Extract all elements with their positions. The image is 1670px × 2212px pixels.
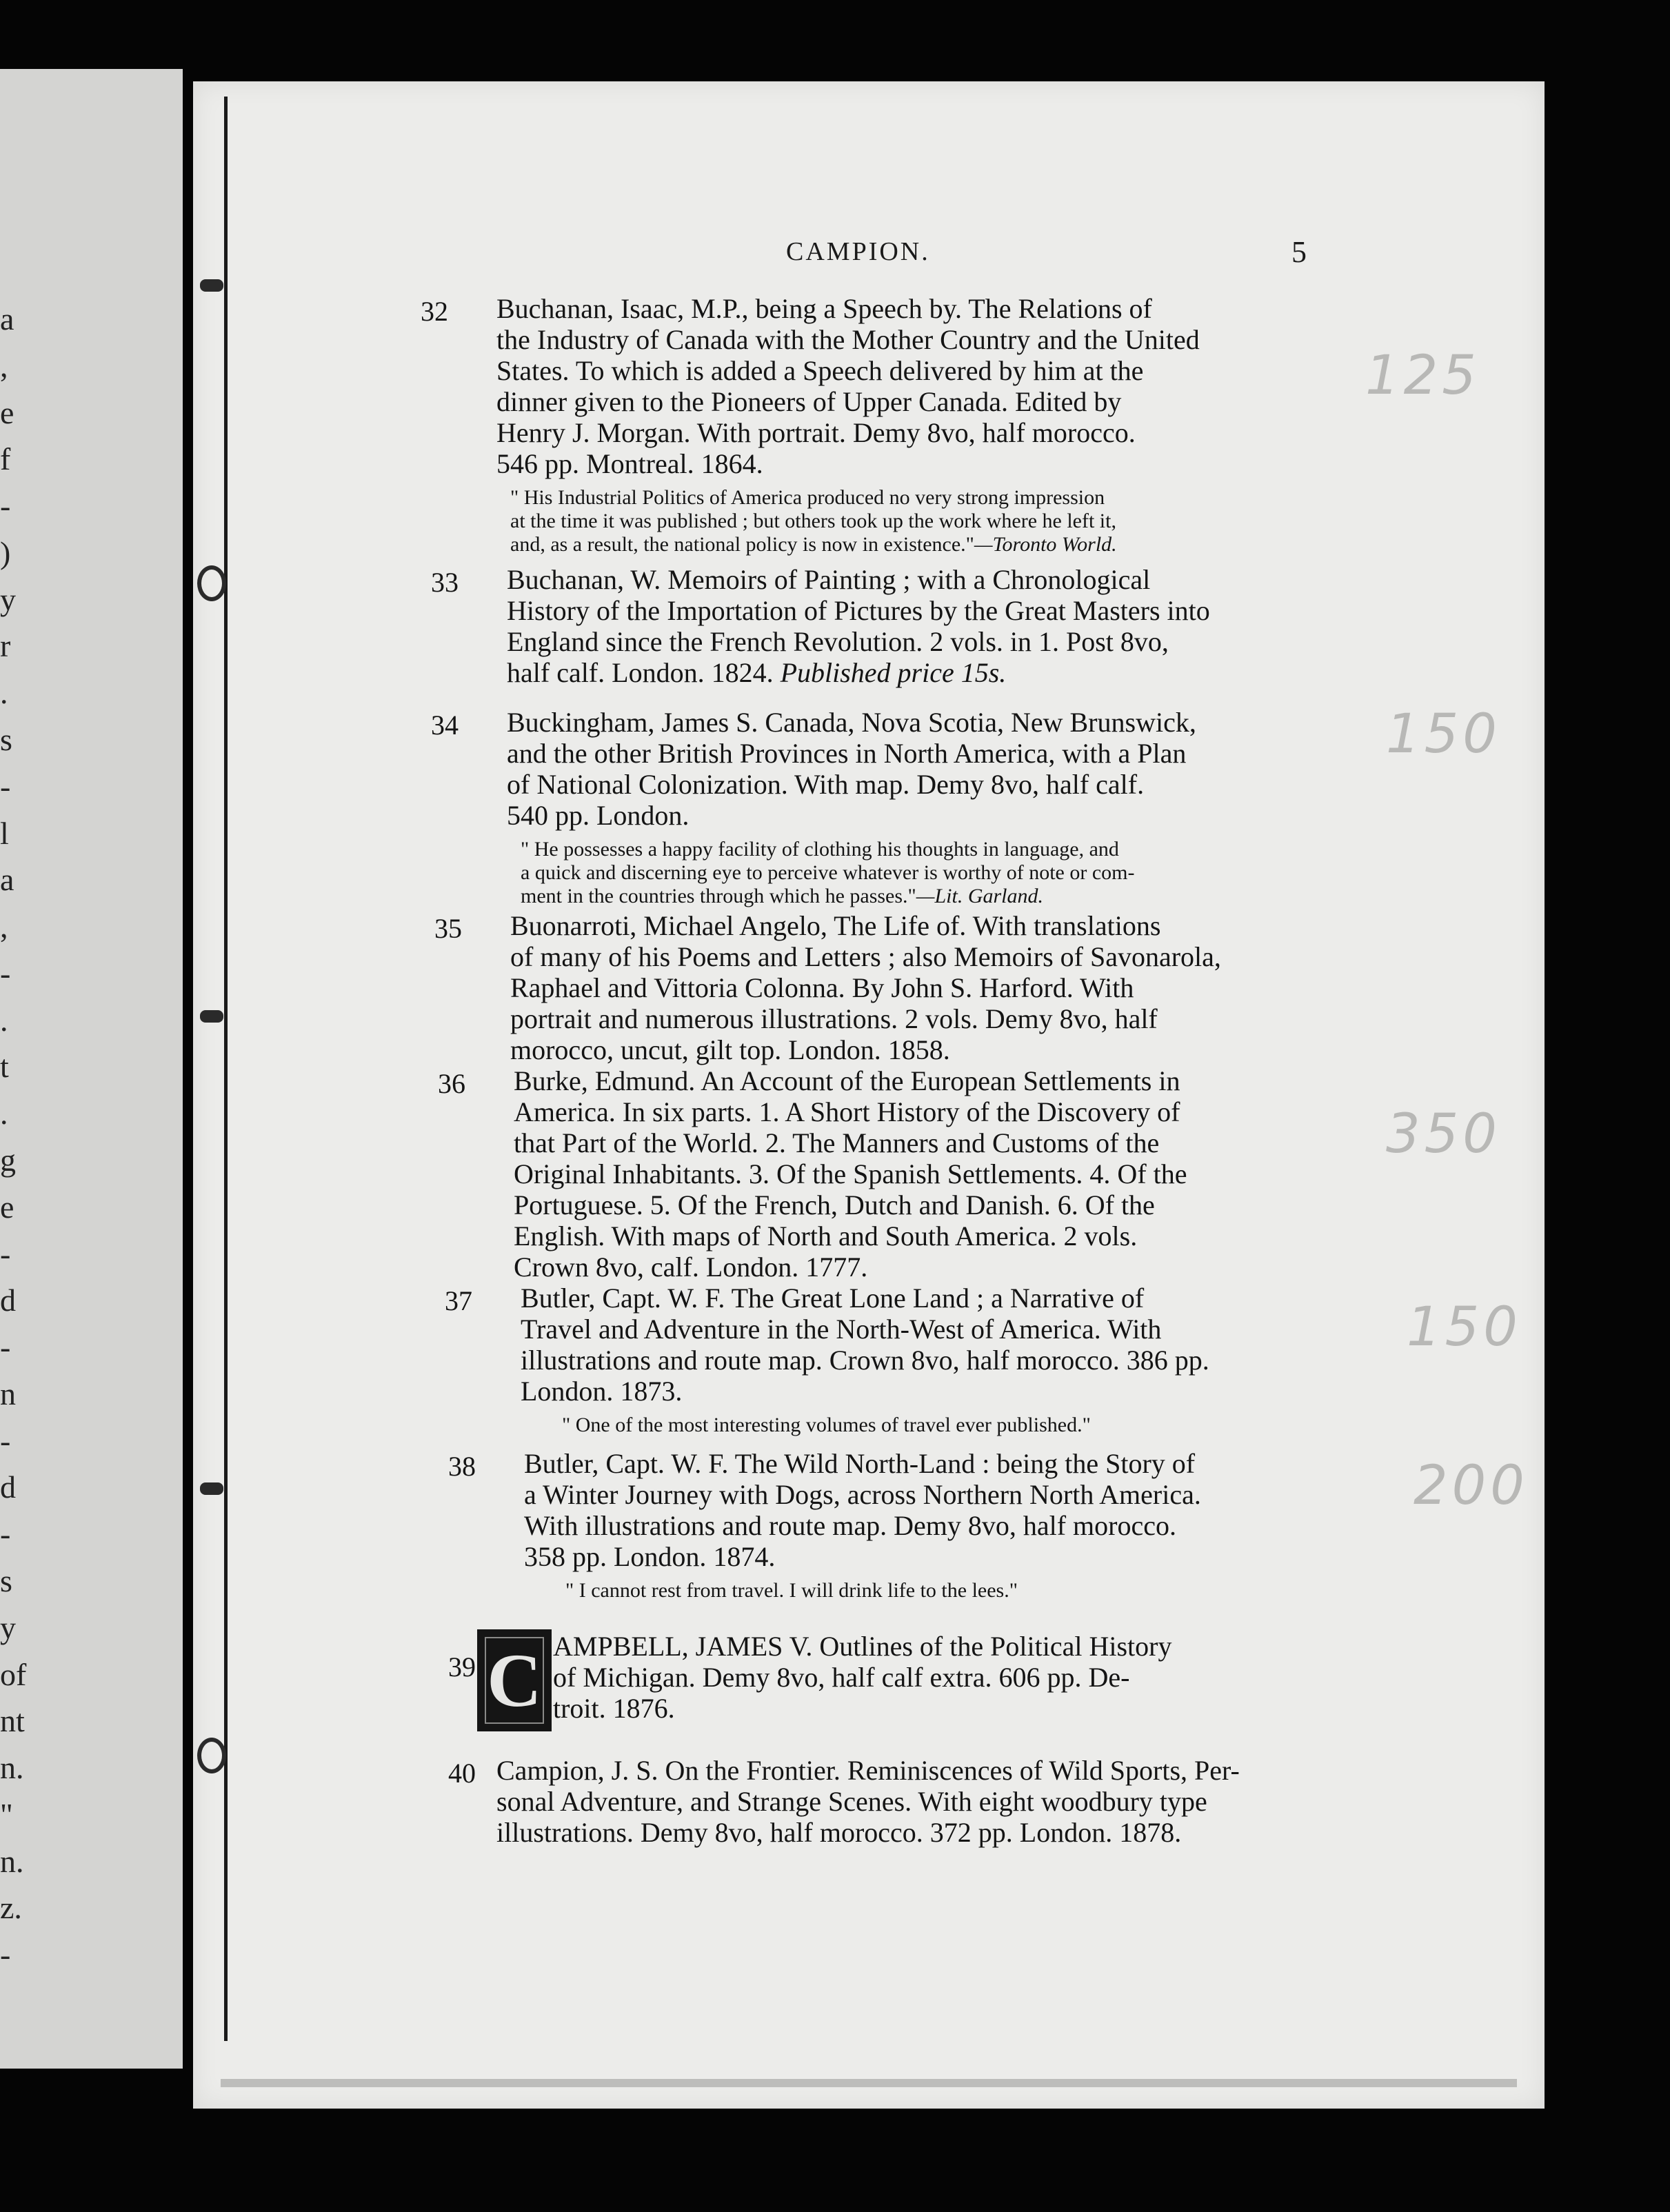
entry-line: America. In six parts. 1. A Short History of the Discovery of (514, 1096, 1180, 1127)
entry-line: Campion, J. S. On the Frontier. Reminiscences of Wild Sports, Per- (496, 1755, 1240, 1786)
entry-number: 40 (448, 1758, 476, 1789)
facing-page-fragment: - (0, 1329, 11, 1365)
facing-page-fragment: , (0, 348, 8, 383)
quote-line: " I cannot rest from travel. I will drink life to the lees." (565, 1579, 1018, 1602)
page-number: 5 (1291, 235, 1307, 269)
entry-line: London. 1873. (521, 1376, 683, 1407)
entry-line: English. With maps of North and South America. 2 vols. (514, 1220, 1138, 1251)
facing-page-fragment: n (0, 1376, 16, 1411)
entry-number: 32 (421, 296, 448, 327)
facing-page-fragment: f (0, 441, 11, 477)
quote-line (510, 533, 1345, 556)
catalogue-entry (448, 1448, 1372, 1602)
entry-quote (521, 1414, 1369, 1437)
facing-page-fragment: - (0, 768, 11, 804)
pencil-price-annotation: 125 (1365, 345, 1480, 407)
facing-page-fragment: n. (0, 1750, 24, 1786)
entry-line: History of the Importation of Pictures by the Great Masters into (507, 595, 1210, 626)
quote-text: and, as a result, the national policy is now in existence." (510, 533, 974, 556)
catalogue-entry (431, 564, 1355, 688)
entry-line: Buonarroti, Michael Angelo, The Life of. With translations (510, 910, 1161, 941)
catalogue-entry (448, 1631, 1338, 1724)
facing-page-text-fragments (0, 69, 41, 2069)
facing-page-strip (0, 69, 183, 2069)
facing-page-fragment: . (0, 675, 8, 711)
entry-line: dinner given to the Pioneers of Upper Canada. Edited by (496, 386, 1122, 417)
catalogue-entry (448, 1755, 1345, 1848)
entry-line: 540 pp. London. (507, 800, 690, 831)
facing-page-fragment: e (0, 1189, 14, 1225)
pencil-price-annotation: 150 (1386, 703, 1501, 765)
entry-line (507, 657, 1355, 688)
entry-line: illustrations. Demy 8vo, half morocco. 372 pp. London. 1878. (496, 1817, 1182, 1848)
entry-number: 39 (448, 1651, 476, 1682)
entry-number: 34 (431, 710, 459, 741)
entry-line: Original Inhabitants. 3. Of the Spanish Settlements. 4. Of the (514, 1158, 1187, 1189)
catalogue-entry (438, 1065, 1362, 1283)
facing-page-fragment: g (0, 1143, 16, 1178)
entry-line: of many of his Poems and Letters ; also Memoirs of Savonarola, (510, 941, 1221, 972)
facing-page-fragment: d (0, 1469, 16, 1505)
entry-line: Buchanan, Isaac, M.P., being a Speech by. The Relations of (496, 293, 1152, 324)
entry-line: a Winter Journey with Dogs, across Northern North America. (524, 1479, 1201, 1510)
pencil-price-annotation: 350 (1386, 1103, 1501, 1165)
facing-page-fragment: , (0, 909, 8, 945)
facing-page-fragment: l (0, 815, 9, 851)
entry-line: Butler, Capt. W. F. The Great Lone Land ; a Narrative of (521, 1283, 1145, 1314)
quote-source: —Toronto World. (974, 533, 1117, 556)
facing-page-fragment: s (0, 722, 12, 757)
entry-line: Crown 8vo, calf. London. 1777. (514, 1251, 868, 1283)
quote-text: ment in the countries through which he passes." (521, 885, 916, 907)
binding-stitch (200, 279, 223, 292)
facing-page-fragment: a (0, 862, 14, 898)
facing-page-fragment: - (0, 1937, 11, 1973)
catalogue-entry (421, 293, 1345, 556)
facing-page-fragment: e (0, 394, 14, 430)
catalogue-entry (431, 707, 1355, 908)
quote-line (521, 885, 1355, 908)
entry-quote (507, 838, 1355, 908)
facing-page-fragment: y (0, 581, 16, 617)
facing-page-fragment: - (0, 1516, 11, 1552)
entry-line: sonal Adventure, and Strange Scenes. With eight woodbury type (496, 1786, 1207, 1817)
entry-line: Buchanan, W. Memoirs of Painting ; with a Chronological (507, 564, 1151, 595)
facing-page-fragment: . (0, 1096, 8, 1132)
entry-quote (496, 486, 1345, 556)
catalogue-entry (434, 910, 1358, 1065)
entry-line: Henry J. Morgan. With portrait. Demy 8vo, half morocco. (496, 417, 1136, 448)
facing-page-fragment: a (0, 301, 14, 336)
entry-line: Travel and Adventure in the North-West of America. With (521, 1314, 1162, 1345)
facing-page-fragment: " (0, 1796, 13, 1832)
quote-line: " His Industrial Politics of America produced no very strong impression (510, 486, 1105, 509)
quote-line: a quick and discerning eye to perceive whatever is worthy of note or com- (521, 861, 1135, 884)
quote-line: " One of the most interesting volumes of travel ever published." (562, 1414, 1091, 1436)
entry-number: 38 (448, 1451, 476, 1482)
facing-page-fragment: nt (0, 1703, 25, 1739)
facing-page-fragment: d (0, 1283, 16, 1318)
entry-line: of Michigan. Demy 8vo, half calf extra. 606 pp. De- (553, 1662, 1130, 1693)
drop-cap-frame (485, 1637, 544, 1724)
drop-cap-letter: C (487, 1638, 542, 1722)
binding-stitch (200, 1010, 223, 1023)
entry-line: and the other British Provinces in North America, with a Plan (507, 738, 1187, 769)
entry-line: portrait and numerous illustrations. 2 vols. Demy 8vo, half (510, 1003, 1158, 1034)
facing-page-fragment: - (0, 1236, 11, 1271)
entry-line: AMPBELL, JAMES V. Outlines of the Political History (553, 1631, 1172, 1662)
entry-number: 36 (438, 1068, 465, 1099)
entry-line: Burke, Edmund. An Account of the European Settlements in (514, 1065, 1180, 1096)
facing-page-fragment: r (0, 628, 11, 664)
entry-line: Buckingham, James S. Canada, Nova Scotia, New Brunswick, (507, 707, 1196, 738)
facing-page-fragment: y (0, 1609, 16, 1645)
entry-line: Raphael and Vittoria Colonna. By John S. Harford. With (510, 972, 1134, 1003)
entry-text: half calf. London. 1824. (507, 657, 774, 688)
ornamental-drop-cap (477, 1629, 552, 1731)
facing-page-fragment: - (0, 1422, 11, 1458)
quote-line: " He possesses a happy facility of clothing his thoughts in language, and (521, 838, 1119, 861)
facing-page-fragment: . (0, 1002, 8, 1038)
entry-line: England since the French Revolution. 2 vols. in 1. Post 8vo, (507, 626, 1169, 657)
entry-number: 35 (434, 913, 462, 944)
entry-quote (524, 1579, 1372, 1602)
entry-line: of National Colonization. With map. Demy 8vo, half calf. (507, 769, 1145, 800)
entry-line: that Part of the World. 2. The Manners and Customs of the (514, 1127, 1160, 1158)
facing-page-fragment: of (0, 1656, 27, 1692)
entry-line: Butler, Capt. W. F. The Wild North-Land : being the Story of (524, 1448, 1196, 1479)
binding-stitch (197, 565, 226, 601)
binding-stitch (197, 1738, 226, 1773)
entry-number: 33 (431, 567, 459, 598)
entry-number: 37 (445, 1285, 472, 1316)
entry-line: Portuguese. 5. Of the French, Dutch and Danish. 6. Of the (514, 1189, 1155, 1220)
entry-line: 358 pp. London. 1874. (524, 1541, 776, 1572)
entry-line: illustrations and route map. Crown 8vo, half morocco. 386 pp. (521, 1345, 1209, 1376)
facing-page-fragment: - (0, 488, 11, 524)
entry-line: 546 pp. Montreal. 1864. (496, 448, 763, 479)
page-edge (221, 2079, 1517, 2087)
pencil-price-annotation: 200 (1414, 1455, 1529, 1517)
facing-page-fragment: z. (0, 1890, 22, 1926)
entry-line: With illustrations and route map. Demy 8vo, half morocco. (524, 1510, 1176, 1541)
binding-stitch (200, 1482, 223, 1495)
entry-line: States. To which is added a Speech delivered by him at the (496, 355, 1144, 386)
facing-page-fragment: n. (0, 1843, 24, 1879)
entry-line: morocco, uncut, gilt top. London. 1858. (510, 1034, 950, 1065)
facing-page-fragment: s (0, 1563, 12, 1598)
entry-line: troit. 1876. (553, 1693, 675, 1724)
pencil-price-annotation: 150 (1407, 1296, 1522, 1358)
running-head: CAMPION. (786, 237, 930, 266)
quote-line: at the time it was published ; but others took up the work where he left it, (510, 510, 1116, 532)
quote-source: —Lit. Garland. (916, 885, 1044, 907)
facing-page-fragment: t (0, 1049, 9, 1085)
published-price: Published price 15s. (780, 657, 1007, 688)
facing-page-fragment: ) (0, 534, 11, 570)
facing-page-fragment: - (0, 955, 11, 991)
catalogue-entry (445, 1283, 1369, 1437)
entry-line: the Industry of Canada with the Mother Country and the United (496, 324, 1200, 355)
